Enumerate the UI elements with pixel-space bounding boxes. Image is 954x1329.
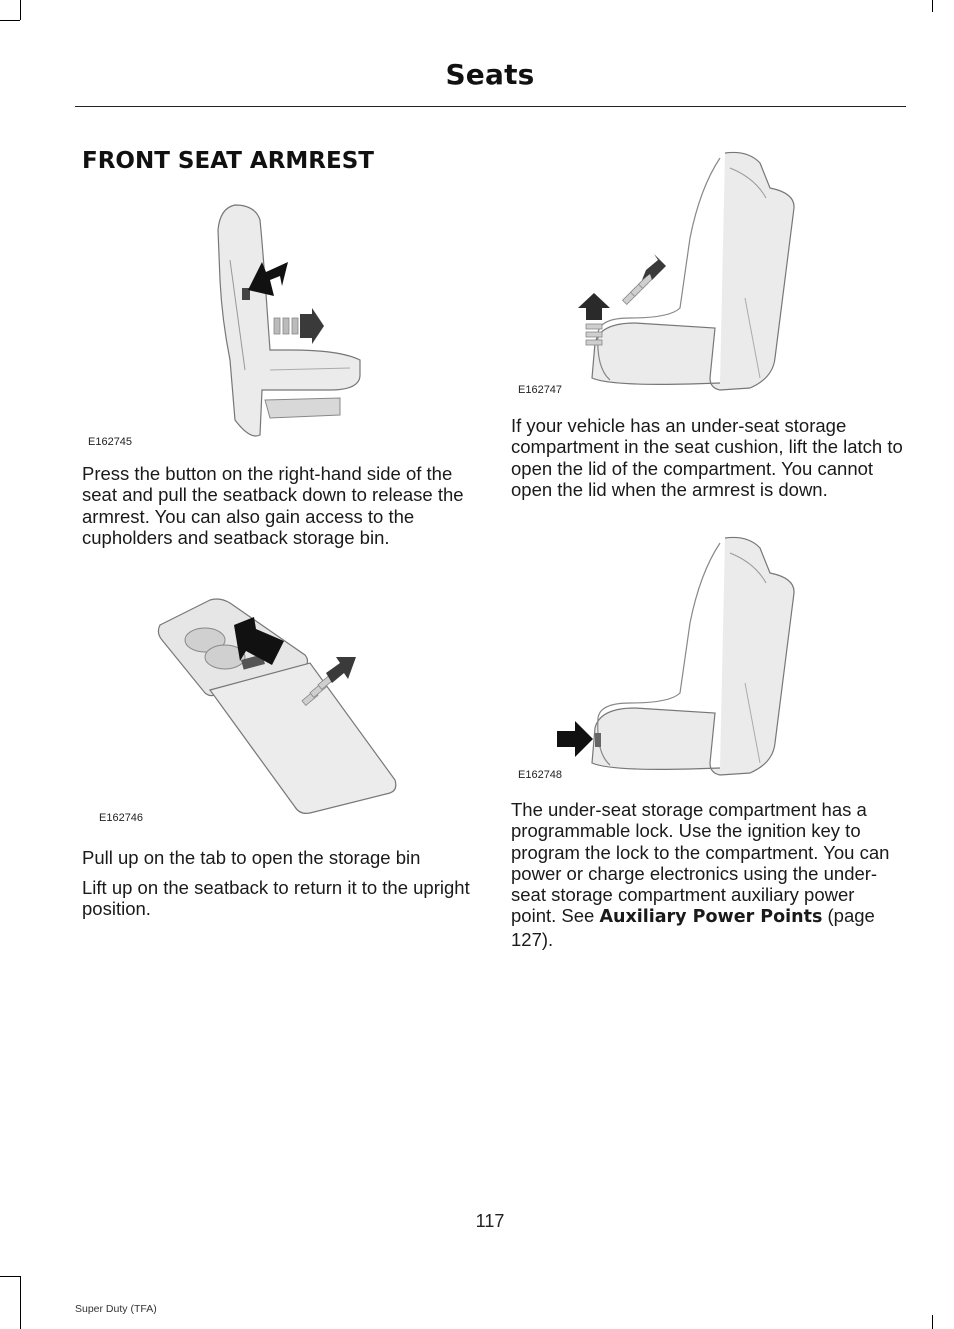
under-seat-storage-open-illustration xyxy=(570,148,800,398)
crop-mark xyxy=(0,1276,20,1277)
figure-code: E162748 xyxy=(518,769,563,781)
crop-mark xyxy=(932,0,933,12)
instruction-paragraph: Lift up on the seatback to return it to the upright position. xyxy=(82,877,470,920)
header-divider xyxy=(75,106,906,107)
figure-code: E162746 xyxy=(99,812,144,824)
instruction-paragraph: Pull up on the tab to open the storage bin xyxy=(82,847,421,868)
page-reference: (page 127). xyxy=(511,905,875,950)
crop-mark xyxy=(932,1315,933,1329)
instruction-paragraph: If your vehicle has an under-seat storage compartment in the seat cushion, lift the latch to open the lid of the compartment. You cannot open the lid when the armrest is down. xyxy=(511,415,903,500)
crop-mark xyxy=(0,20,20,21)
armrest-storage-bin-illustration xyxy=(150,595,400,820)
page-title: Seats xyxy=(445,58,535,91)
seat-armrest-release-illustration xyxy=(190,200,380,450)
page-number: 117 xyxy=(475,1211,505,1231)
cross-reference-link[interactable]: Auxiliary Power Points xyxy=(599,907,823,928)
paragraph-text: The under-seat storage compartment has a programmable lock. Use the ignition key to program the lock to the compartment. You can power or charge electronics using the under-seat storage compartment auxiliary power point. See xyxy=(511,799,890,927)
section-heading: FRONT SEAT ARMREST xyxy=(82,148,374,174)
figure-code: E162745 xyxy=(88,436,133,448)
instruction-paragraph xyxy=(511,799,903,950)
figure-code: E162747 xyxy=(518,384,563,396)
footer-text: Super Duty (TFA) xyxy=(75,1303,157,1315)
crop-mark xyxy=(20,0,21,20)
instruction-paragraph: Press the button on the right-hand side of the seat and pull the seatback down to release the armrest. You can also gain access to the cupholders and seatback storage bin. xyxy=(82,463,464,548)
crop-mark xyxy=(20,1276,21,1329)
under-seat-storage-lock-illustration xyxy=(555,533,800,783)
